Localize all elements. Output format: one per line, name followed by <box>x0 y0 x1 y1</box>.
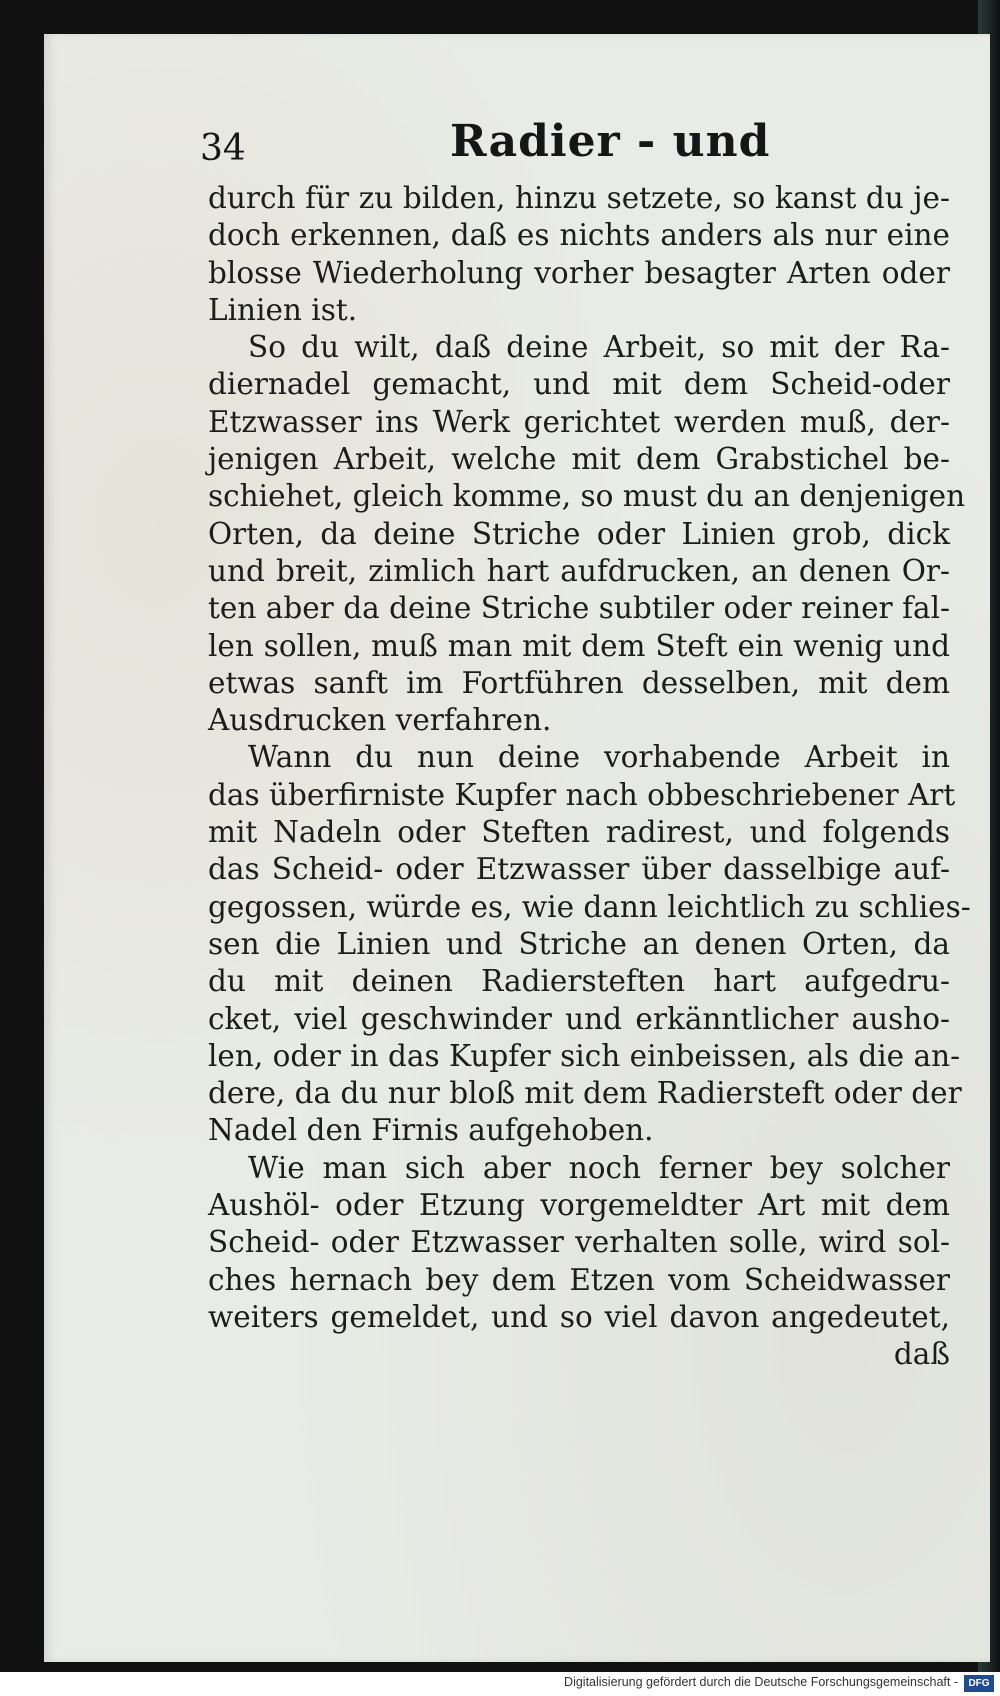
catchword: daß <box>893 1337 950 1372</box>
text-line: Scheid- oder Etzwasser verhalten solle, wird sol- <box>208 1225 950 1260</box>
text-line: jenigen Arbeit, welche mit dem Grabstichel be- <box>208 442 950 477</box>
text-line: mit Nadeln oder Steften radirest, und folgends <box>208 815 950 850</box>
body-text <box>208 180 971 1374</box>
text-line: Ausdrucken verfahren. <box>208 703 552 738</box>
text-line: Nadel den Firnis aufgehoben. <box>208 1113 654 1148</box>
text-line: cket, viel geschwinder und erkänntlicher ausho- <box>208 1001 950 1036</box>
text-line: blosse Wiederholung vorher besagter Arten oder <box>208 255 950 290</box>
text-line: ten aber da deine Striche subtiler oder reiner fal- <box>208 591 950 626</box>
text-line: diernadel gemacht, und mit dem Scheid-oder <box>208 367 950 402</box>
text-line: len sollen, muß man mit dem Steft ein wenig und <box>208 628 950 663</box>
text-line: du mit deinen Radiersteften hart aufgedru- <box>208 964 950 999</box>
text-line: und breit, zimlich hart aufdrucken, an denen Or- <box>208 553 950 588</box>
text-line: ches hernach bey dem Etzen vom Scheidwasser <box>208 1262 950 1297</box>
page-header <box>200 108 960 168</box>
text-line: etwas sanft im Fortführen desselben, mit dem <box>208 665 950 700</box>
running-head: Radier - und <box>450 116 771 167</box>
text-line: durch für zu bilden, hinzu setzete, so kanst du je- <box>208 181 950 215</box>
text-line: Aushöl- oder Etzung vorgemeldter Art mit dem <box>208 1188 950 1223</box>
funding-credit: Digitalisierung gefördert durch die Deutsche Forschungsgemeinschaft - <box>564 1675 958 1689</box>
dfg-logo: DFG <box>964 1675 994 1692</box>
text-line: schiehet, gleich komme, so must du an denjenigen <box>208 479 966 514</box>
text-line: das überfirniste Kupfer nach obbeschriebener Art <box>208 777 956 812</box>
text-line: len, oder in das Kupfer sich einbeissen, als die an- <box>208 1038 961 1073</box>
text-line: Etzwasser ins Werk gerichtet werden muß, der- <box>208 404 950 439</box>
text-line: Linien ist. <box>208 292 358 327</box>
text-line: doch erkennen, daß es nichts anders als nur eine <box>208 218 950 253</box>
text-line: So du wilt, daß deine Arbeit, so mit der Ra- <box>248 330 950 365</box>
text-line: gegossen, würde es, wie dann leichtlich zu schlies- <box>208 889 971 924</box>
text-line: Orten, da deine Striche oder Linien grob, dick <box>208 516 950 551</box>
page-number: 34 <box>200 128 246 169</box>
text-line: dere, da du nur bloß mit dem Radiersteft oder der <box>208 1076 962 1111</box>
text-line: das Scheid- oder Etzwasser über dasselbige auf- <box>208 852 950 887</box>
digitization-footer <box>0 1672 1000 1696</box>
text-line: sen die Linien und Striche an denen Orten, da <box>208 926 950 961</box>
text-line: weiters gemeldet, und so viel davon angedeutet, <box>208 1299 950 1334</box>
text-line: Wie man sich aber noch ferner bey solcher <box>248 1150 950 1185</box>
text-line: Wann du nun deine vorhabende Arbeit in <box>248 740 950 775</box>
